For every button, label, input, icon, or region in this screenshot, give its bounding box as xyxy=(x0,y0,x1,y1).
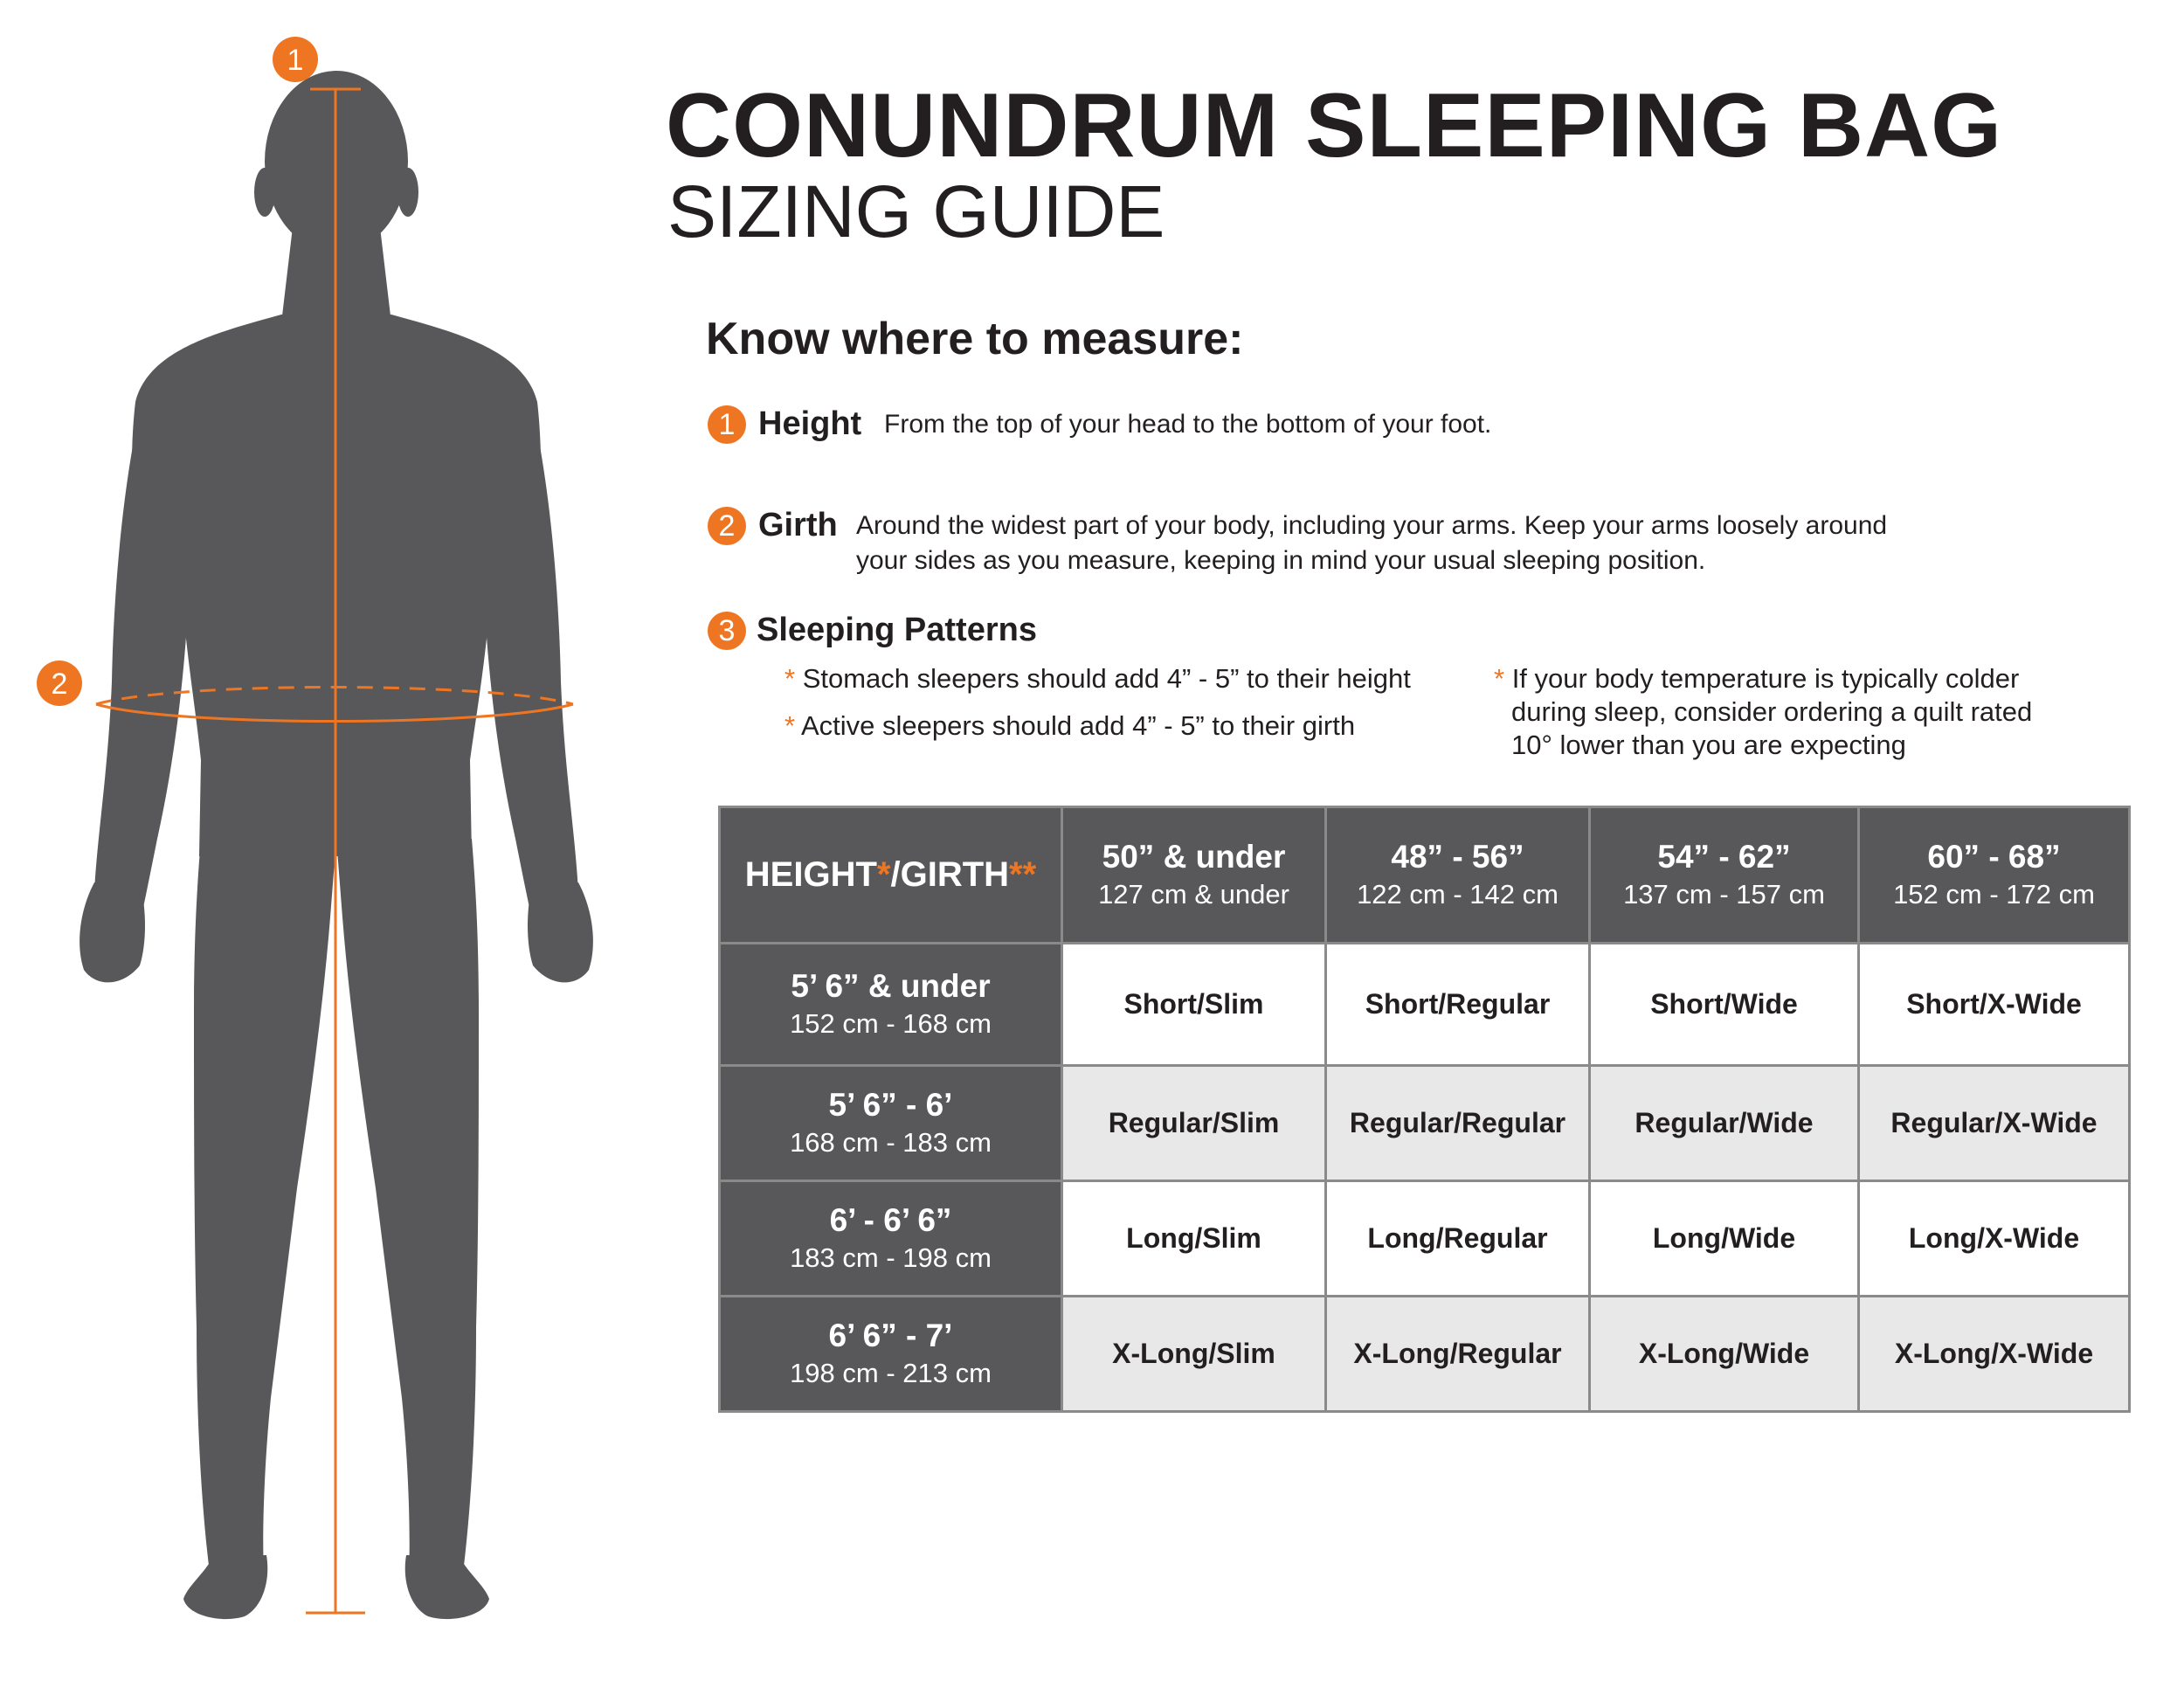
note-temperature-line3: 10° lower than you are expecting xyxy=(1511,730,1906,760)
table-corner-header: HEIGHT*/GIRTH** xyxy=(720,807,1062,944)
girth-title: Girth xyxy=(758,507,838,543)
patterns-title: Sleeping Patterns xyxy=(757,612,1037,648)
table-cell: Short/Slim xyxy=(1062,944,1326,1066)
table-cell: Regular/Wide xyxy=(1590,1066,1859,1181)
body-silhouette-figure xyxy=(0,0,629,1688)
page-subtitle: SIZING GUIDE xyxy=(667,170,1165,253)
table-cell: X-Long/Slim xyxy=(1062,1297,1326,1412)
svg-text:2: 2 xyxy=(51,668,68,701)
note-active-sleepers: * Active sleepers should add 4” - 5” to their girth xyxy=(784,710,1356,741)
marker-1-icon xyxy=(273,37,318,82)
table-row xyxy=(720,1066,2130,1181)
table-cell: Short/Regular xyxy=(1326,944,1590,1066)
page-title: CONUNDRUM SLEEPING BAG xyxy=(666,75,2003,176)
measure-heading: Know where to measure: xyxy=(706,314,1244,364)
column-header-4: 60” - 68” 152 cm - 172 cm xyxy=(1859,807,2130,944)
table-row xyxy=(720,1181,2130,1297)
sizing-table xyxy=(718,806,2131,1413)
table-cell: Regular/Slim xyxy=(1062,1066,1326,1181)
height-number-badge: 1 xyxy=(708,405,746,444)
column-header-1: 50” & under 127 cm & under xyxy=(1062,807,1326,944)
height-description: From the top of your head to the bottom of your foot. xyxy=(884,410,1492,439)
table-cell: X-Long/X-Wide xyxy=(1859,1297,2130,1412)
row-header-3: 6’ - 6’ 6” 183 cm - 198 cm xyxy=(720,1181,1062,1297)
table-cell: Long/X-Wide xyxy=(1859,1181,2130,1297)
svg-text:1: 1 xyxy=(287,44,304,77)
table-row xyxy=(720,944,2130,1066)
height-title: Height xyxy=(758,405,862,442)
patterns-number-badge: 3 xyxy=(708,612,746,650)
table-cell: X-Long/Wide xyxy=(1590,1297,1859,1412)
table-cell: X-Long/Regular xyxy=(1326,1297,1590,1412)
table-cell: Long/Regular xyxy=(1326,1181,1590,1297)
note-stomach-sleepers: * Stomach sleepers should add 4” - 5” to their height xyxy=(784,663,1411,694)
row-header-4: 6’ 6” - 7’ 198 cm - 213 cm xyxy=(720,1297,1062,1412)
note-temperature-line1: * If your body temperature is typically colder xyxy=(1494,663,2020,694)
column-header-2: 48” - 56” 122 cm - 142 cm xyxy=(1326,807,1590,944)
column-header-3: 54” - 62” 137 cm - 157 cm xyxy=(1590,807,1859,944)
row-header-1: 5’ 6” & under 152 cm - 168 cm xyxy=(720,944,1062,1066)
row-header-2: 5’ 6” - 6’ 168 cm - 183 cm xyxy=(720,1066,1062,1181)
table-header-row xyxy=(720,807,2130,944)
marker-2-icon xyxy=(37,661,82,706)
table-cell: Regular/X-Wide xyxy=(1859,1066,2130,1181)
note-temperature-line2: during sleep, consider ordering a quilt rated xyxy=(1511,696,2033,727)
table-cell: Short/X-Wide xyxy=(1859,944,2130,1066)
table-row xyxy=(720,1297,2130,1412)
girth-description-line2: your sides as you measure, keeping in mind your usual sleeping position. xyxy=(856,546,1706,575)
girth-number-badge: 2 xyxy=(708,507,746,545)
girth-description-line1: Around the widest part of your body, including your arms. Keep your arms loosely around xyxy=(856,511,1888,540)
table-cell: Long/Slim xyxy=(1062,1181,1326,1297)
table-cell: Regular/Regular xyxy=(1326,1066,1590,1181)
table-cell: Long/Wide xyxy=(1590,1181,1859,1297)
table-cell: Short/Wide xyxy=(1590,944,1859,1066)
